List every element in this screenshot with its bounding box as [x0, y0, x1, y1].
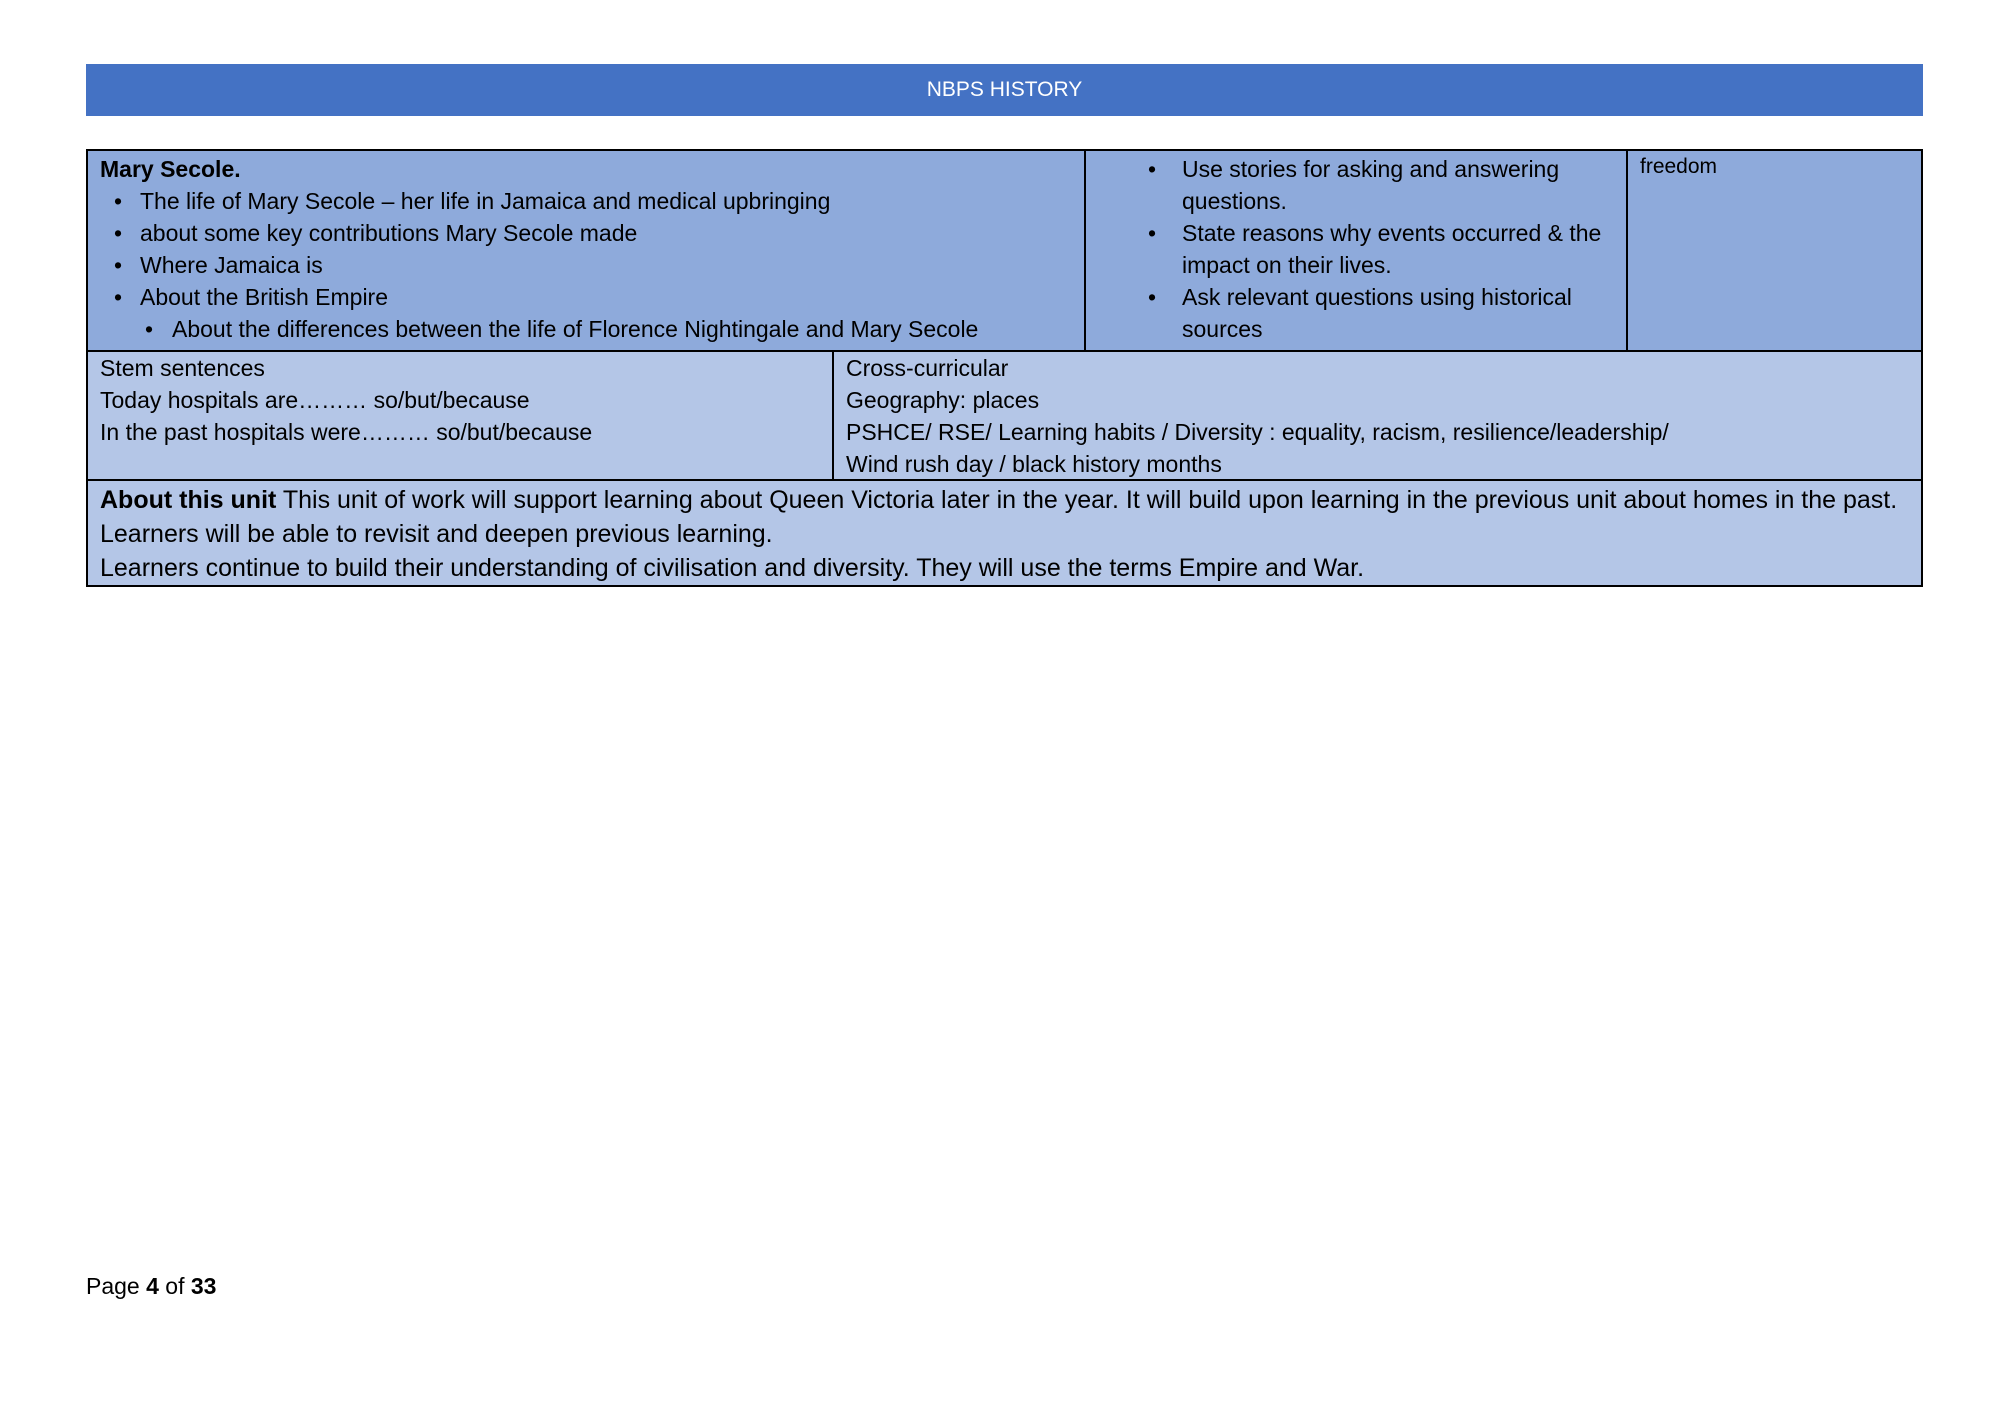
topic-point: • Where Jamaica is	[100, 249, 1072, 281]
header-title: NBPS HISTORY	[926, 78, 1083, 101]
topic-point: • about some key contributions Mary Secole made	[100, 217, 1072, 249]
about-line: Learners continue to build their understanding of civilisation and diversity. They will use the terms Empire and War.	[100, 554, 1365, 582]
topic-point: • The life of Mary Secole – her life in Jamaica and medical upbringing	[100, 185, 1072, 217]
unit-plan-table	[86, 149, 1923, 587]
about-text: This unit of work will support learning about Queen Victoria later in the year. It will build upon learning in the previous unit about homes in the past. Learners will be able to revisit and deepen previous learning.	[100, 486, 1898, 548]
total-pages: 33	[190, 1273, 217, 1299]
cross-curricular-line: Wind rush day / black history months	[846, 451, 1222, 477]
about-unit-cell	[88, 481, 1921, 585]
cross-curricular-title: Cross-curricular	[846, 355, 1009, 381]
stem-cross-row	[88, 350, 1921, 479]
skills-points-list	[1098, 153, 1614, 345]
topic-point: • About the differences between the life of Florence Nightingale and Mary Secole	[100, 313, 1072, 345]
stem-title: Stem sentences	[100, 355, 265, 381]
topic-points-list	[100, 185, 1072, 345]
stem-line: Today hospitals are……… so/but/because	[100, 387, 530, 413]
skill-point: • Ask relevant questions using historical sources	[1098, 281, 1614, 345]
stem-sentences-cell	[88, 352, 834, 479]
skills-cell	[1086, 151, 1628, 350]
cross-curricular-cell	[834, 352, 1921, 479]
of-word: of	[165, 1273, 185, 1299]
about-label: About this unit	[100, 486, 277, 514]
skill-point: • Use stories for asking and answering questions.	[1098, 153, 1614, 217]
vocabulary-text: freedom	[1640, 155, 1718, 178]
topic-cell	[88, 151, 1086, 350]
topic-title: Mary Secole.	[100, 156, 241, 182]
page-header-banner	[86, 64, 1923, 116]
page-number: 4	[146, 1273, 159, 1299]
page-footer	[86, 1273, 216, 1300]
topic-row	[88, 151, 1921, 350]
cross-curricular-line: PSHCE/ RSE/ Learning habits / Diversity : equality, racism, resilience/leadership/	[846, 419, 1669, 445]
page-word: Page	[86, 1273, 140, 1299]
about-paragraph	[100, 483, 1909, 551]
stem-line: In the past hospitals were……… so/but/because	[100, 419, 593, 445]
skill-point: • State reasons why events occurred & the impact on their lives.	[1098, 217, 1614, 281]
topic-point: • About the British Empire	[100, 281, 1072, 313]
about-row	[88, 479, 1921, 585]
vocabulary-cell	[1628, 151, 1921, 350]
cross-curricular-line: Geography: places	[846, 387, 1040, 413]
